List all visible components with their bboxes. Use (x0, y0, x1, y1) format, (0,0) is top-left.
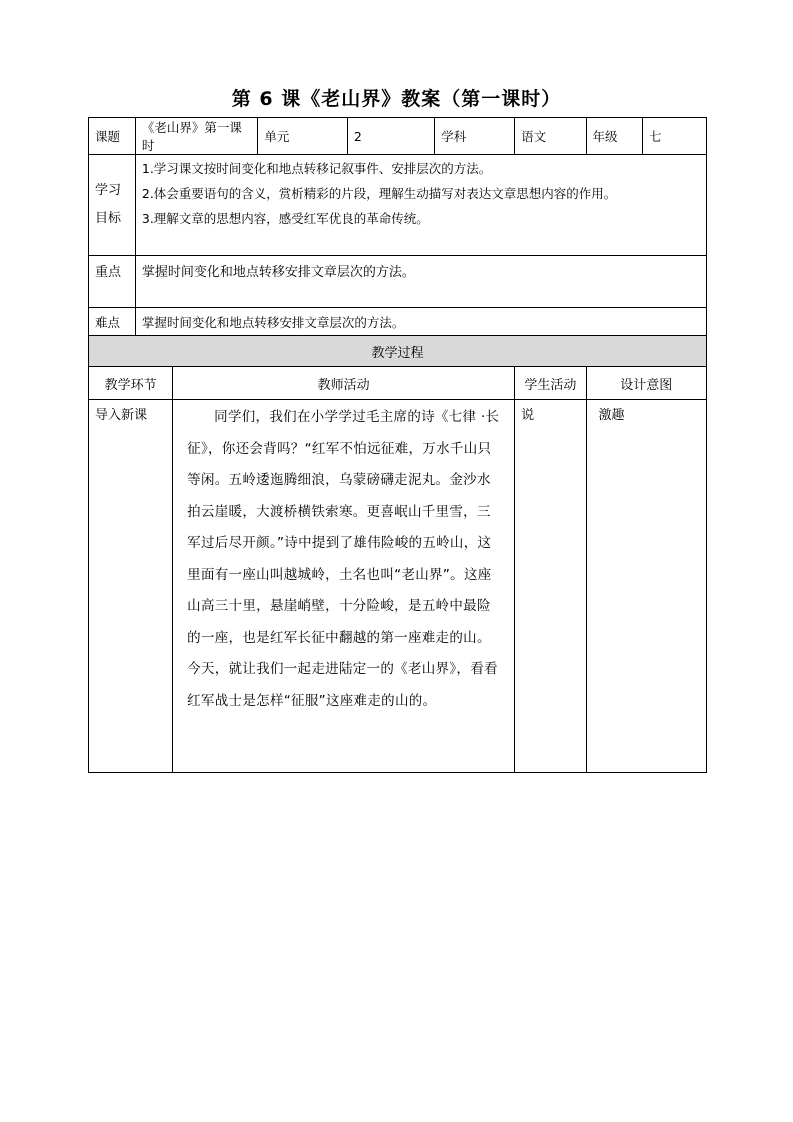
objectives-label-line1: 学习 (95, 183, 122, 198)
key-point-label: 重点 (89, 256, 136, 308)
objectives-label-line2: 目标 (95, 211, 122, 226)
objectives-content (135, 155, 706, 256)
grade-label: 年级 (586, 118, 642, 155)
process-row (89, 400, 707, 773)
design-intent-cell: 激趣 (586, 400, 706, 773)
header-student: 学生活动 (515, 367, 586, 400)
objective-item-2: 2.体会重要语句的含义，赏析精彩的片段，理解生动描写对表达文章思想内容的作用。 (141, 186, 617, 201)
teacher-activity-cell (173, 400, 515, 773)
key-point-value: 掌握时间变化和地点转移安排文章层次的方法。 (135, 256, 706, 308)
key-point-row (89, 256, 707, 308)
student-activity-cell: 说 (515, 400, 586, 773)
topic-value: 《老山界》第一课时 (135, 118, 258, 155)
header-teacher: 教师活动 (173, 367, 515, 400)
process-section-title: 教学过程 (89, 336, 707, 367)
stage-cell: 导入新课 (89, 400, 173, 773)
grade-value: 七 (643, 118, 707, 155)
unit-label: 单元 (258, 118, 348, 155)
subject-value: 语文 (515, 118, 586, 155)
objective-item-1: 1.学习课文按时间变化和地点转移记叙事件、安排层次的方法。 (141, 161, 492, 176)
objectives-row (89, 155, 707, 256)
header-stage: 教学环节 (89, 367, 173, 400)
document-title: 第 6 课《老山界》教案（第一课时） (231, 88, 562, 110)
objective-item-3: 3.理解文章的思想内容，感受红军优良的革命传统。 (141, 211, 429, 226)
difficulty-value: 掌握时间变化和地点转移安排文章层次的方法。 (135, 308, 706, 336)
objectives-label (89, 155, 136, 256)
teacher-activity-text: 同学们，我们在小学学过毛主席的诗《七律 ·长征》，你还会背吗？“红军不怕远征难，万水千山只等闲。五岭逶迤腾细浪，乌蒙磅礴走泥丸。金沙水拍云崖暖，大渡桥横铁索寒。更喜岷山千里雪，三军过后尽开颜。”诗中提到了雄伟险峻的五岭山，这里面有一座山叫越城岭，土名也叫“老山界”。这座山高三十里，悬崖峭壁，十分险峻，是五岭中最险的一座，也是红军长征中翻越的第一座难走的山。今天，就让我们一起走进陆定一的《老山界》，看看红军战士是怎样“征服”这座难走的山的。 (187, 409, 500, 709)
info-row (89, 118, 707, 155)
process-header-row (89, 367, 707, 400)
lesson-plan-table (88, 117, 707, 773)
difficulty-row (89, 308, 707, 336)
subject-label: 学科 (435, 118, 515, 155)
topic-label: 课题 (89, 118, 136, 155)
header-intent: 设计意图 (586, 367, 706, 400)
difficulty-label: 难点 (89, 308, 136, 336)
process-section-row (89, 336, 707, 367)
unit-value: 2 (347, 118, 434, 155)
